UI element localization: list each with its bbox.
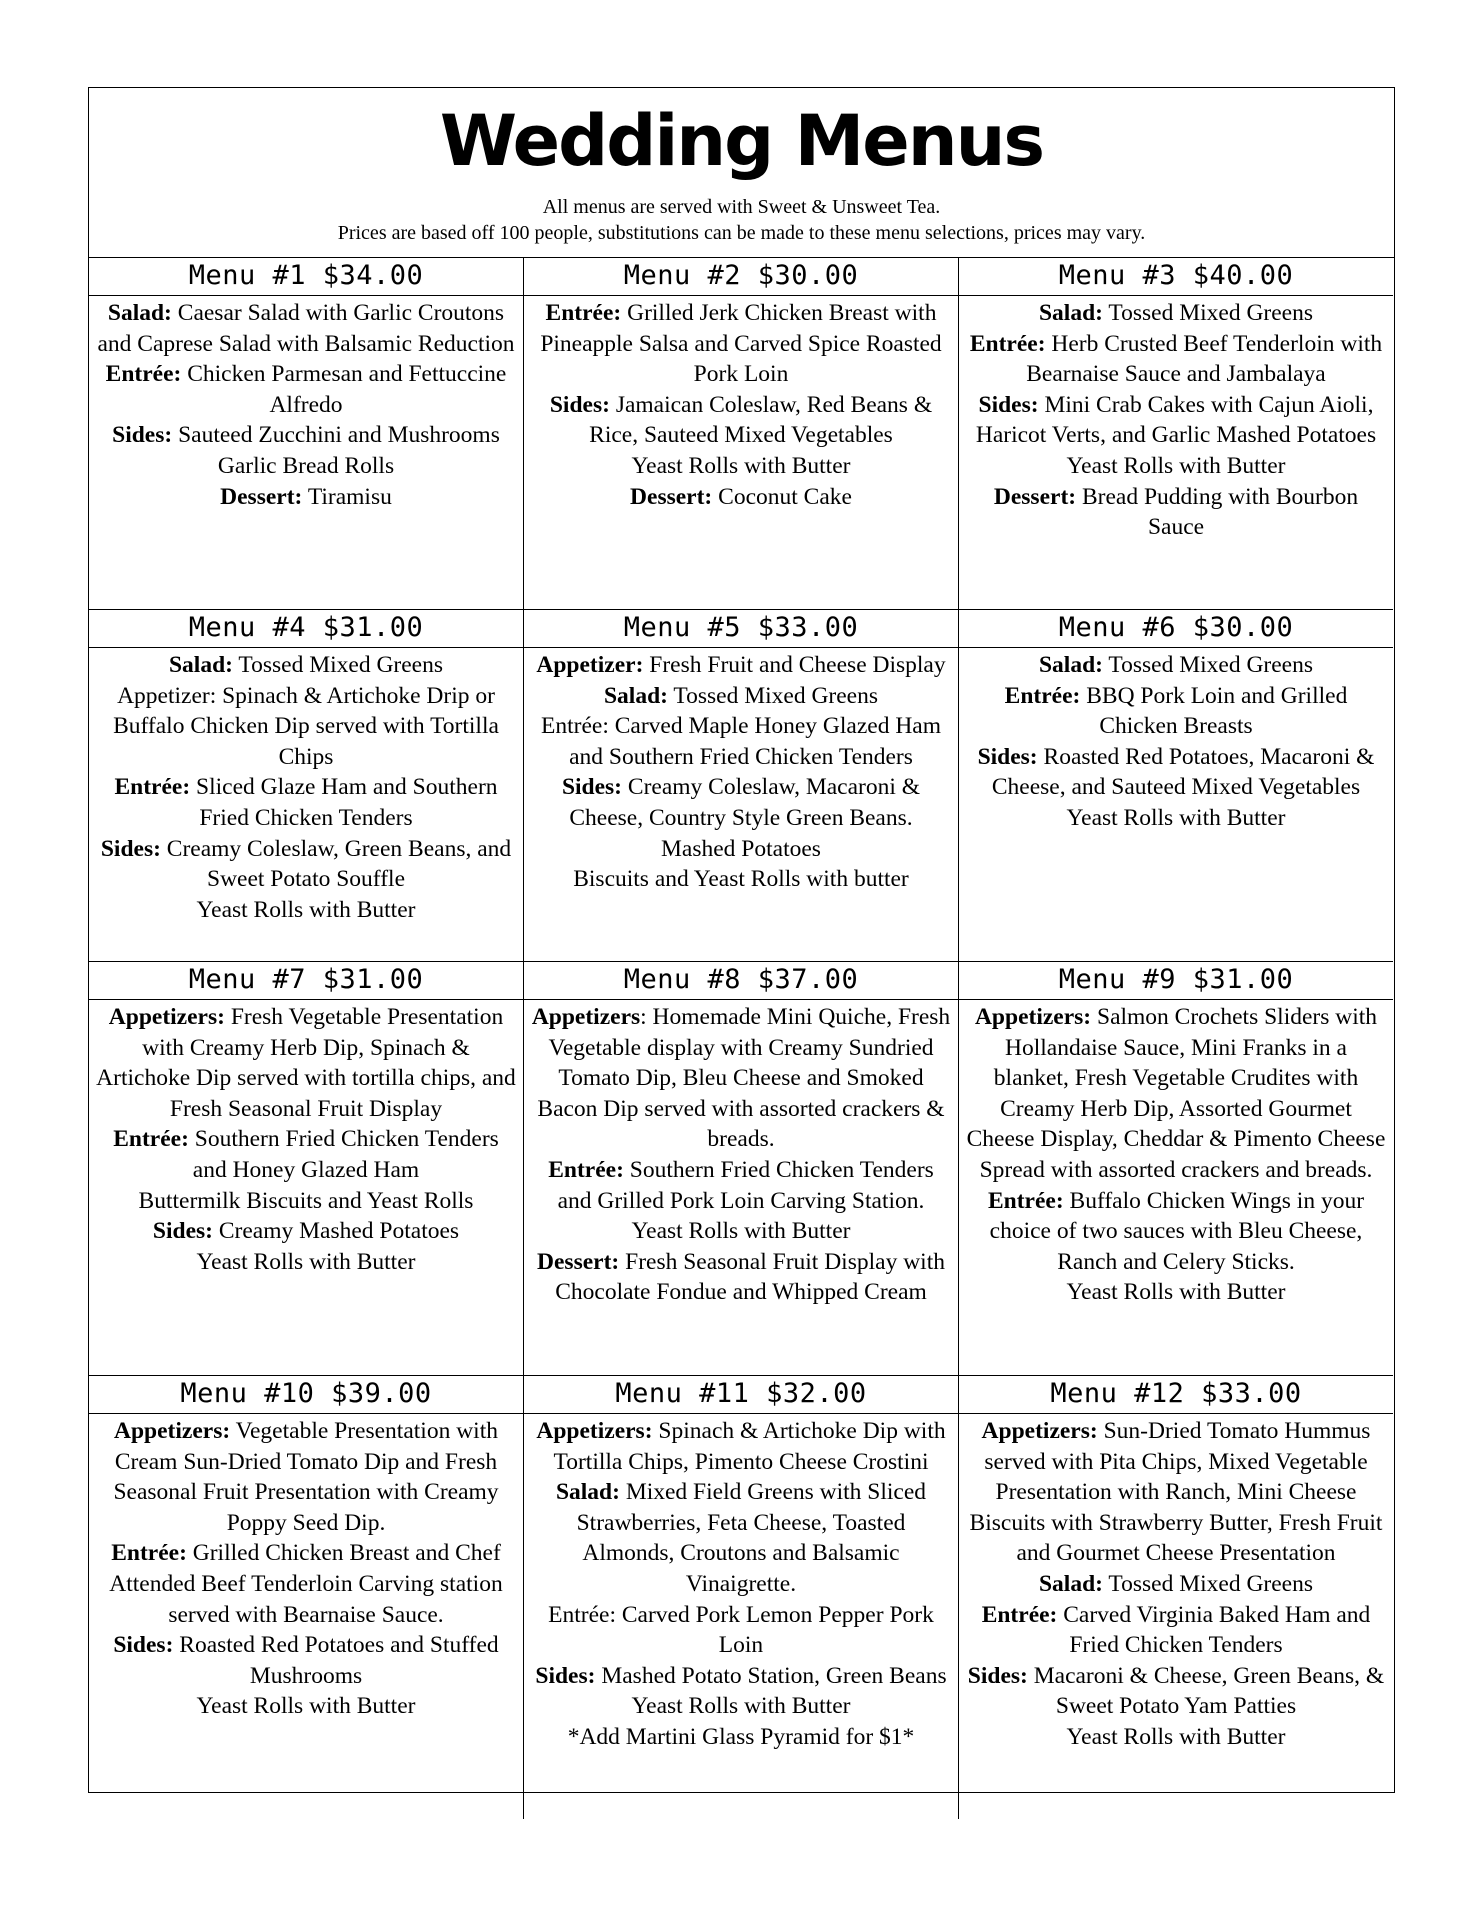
menu-line xyxy=(530,650,952,681)
menu-line xyxy=(530,1477,952,1599)
menu-heading: Menu #7 $31.00 xyxy=(89,962,523,1000)
menu-line xyxy=(530,1002,952,1155)
course-text: Macaroni & Cheese, Green Beans, & Sweet Potato Yam Patties xyxy=(1027,1662,1385,1720)
course-label: Sides: xyxy=(549,391,610,418)
course-label: Entrée: xyxy=(114,774,191,801)
course-label: Salad: xyxy=(555,1479,620,1506)
menu-line xyxy=(965,1722,1387,1753)
course-text: Caesar Salad with Garlic Croutons and Caprese Salad with Balsamic Reduction xyxy=(97,300,515,357)
course-text: Yeast Rolls with Butter xyxy=(631,1218,851,1245)
course-text: Herb Crusted Beef Tenderloin with Bearnaise Sauce and Jambalaya xyxy=(1026,330,1383,388)
course-text: Sliced Glaze Ham and Southern Fried Chicken Tenders xyxy=(190,774,498,831)
menu-card xyxy=(959,962,1393,1376)
course-text: Roasted Red Potatoes, Macaroni & Cheese, and Sauteed Mixed Vegetables xyxy=(991,743,1375,801)
menu-line xyxy=(530,1216,952,1247)
course-text: Garlic Bread Rolls xyxy=(217,452,395,479)
menu-items xyxy=(524,648,958,899)
course-text: Mini Crab Cakes with Cajun Aioli, Haricot Verts, and Garlic Mashed Potatoes xyxy=(975,391,1377,449)
menu-line xyxy=(95,1416,517,1538)
menu-card xyxy=(959,610,1393,962)
menu-line xyxy=(95,1002,517,1124)
course-label: Salad: xyxy=(107,300,172,326)
course-text: Yeast Rolls with Butter xyxy=(196,1693,416,1720)
menu-card xyxy=(89,1376,524,1819)
menu-line xyxy=(965,1661,1387,1722)
course-text: Vegetable Presentation with Cream Sun-Dried Tomato Dip and Fresh Seasonal Fruit Presentation with Creamy Poppy Seed Dip. xyxy=(113,1418,499,1536)
menu-heading: Menu #5 $33.00 xyxy=(524,610,958,648)
menu-line xyxy=(965,1569,1387,1600)
course-text: Creamy Mashed Potatoes xyxy=(213,1218,460,1245)
menu-line xyxy=(530,1247,952,1308)
course-label: Entrée: xyxy=(113,1126,189,1153)
course-text: Entrée: Carved Pork Lemon Pepper Pork Loin xyxy=(548,1601,934,1659)
course-text: Fresh Fruit and Cheese Display xyxy=(643,652,946,678)
menu-line xyxy=(95,681,517,773)
course-text: Carved Virginia Baked Ham and Fried Chicken Tenders xyxy=(1057,1601,1371,1659)
course-text: Mashed Potato Station, Green Beans xyxy=(595,1662,947,1689)
course-text: Creamy Coleslaw, Macaroni & Cheese, Country Style Green Beans. Mashed Potatoes xyxy=(569,774,921,862)
menu-line xyxy=(95,1186,517,1217)
course-text: Salmon Crochets Sliders with Hollandaise Sauce, Mini Franks in a blanket, Fresh Vegetable Crudites with Creamy Herb Dip, Assorted Gourmet Cheese Display, Cheddar & Pimento Cheese Spread with assorted crackers and breads. xyxy=(966,1004,1386,1183)
menu-line xyxy=(530,1691,952,1722)
menu-card xyxy=(89,258,524,610)
menu-items xyxy=(959,1000,1393,1312)
menu-line xyxy=(965,681,1387,742)
course-label: Sides: xyxy=(967,1662,1028,1689)
menu-items xyxy=(959,1414,1393,1757)
course-label: Entrée: xyxy=(545,300,622,326)
course-text: Tossed Mixed Greens xyxy=(1102,300,1314,326)
course-label: Dessert: xyxy=(537,1248,620,1275)
course-text: Sauteed Zucchini and Mushrooms xyxy=(172,422,500,449)
menu-card xyxy=(524,962,959,1376)
course-label: Appetizers: xyxy=(114,1418,231,1444)
course-label: Entrée: xyxy=(105,361,182,388)
course-text: Chicken Parmesan and Fettuccine Alfredo xyxy=(181,361,507,418)
menu-items xyxy=(524,1000,958,1312)
course-label: Appetizers: xyxy=(108,1004,225,1030)
menu-items xyxy=(89,296,523,516)
course-label: Appetizers: xyxy=(536,1418,653,1444)
menu-line xyxy=(95,359,517,420)
menu-line xyxy=(530,864,952,895)
menu-line xyxy=(530,772,952,864)
course-label: Sides: xyxy=(113,1632,174,1659)
menu-line xyxy=(965,390,1387,451)
course-label: Appetizers: xyxy=(974,1004,1092,1030)
menu-items xyxy=(524,1414,958,1757)
menu-heading: Menu #2 $30.00 xyxy=(524,258,958,296)
menu-items xyxy=(89,648,523,929)
course-text: Fresh Seasonal Fruit Display with Chocolate Fondue and Whipped Cream xyxy=(555,1248,945,1306)
course-text: Entrée: Carved Maple Honey Glazed Ham and Southern Fried Chicken Tenders xyxy=(541,713,941,770)
course-label: Dessert: xyxy=(993,483,1077,510)
menu-heading: Menu #11 $32.00 xyxy=(524,1376,958,1414)
course-label: Sides: xyxy=(112,422,173,449)
menu-line xyxy=(530,1722,952,1753)
course-text: Yeast Rolls with Butter xyxy=(1066,452,1286,479)
menu-heading: Menu #4 $31.00 xyxy=(89,610,523,648)
course-text: Tossed Mixed Greens xyxy=(232,652,444,678)
course-label: Salad: xyxy=(603,682,668,709)
course-label: Dessert: xyxy=(220,483,303,510)
course-text: Buttermilk Biscuits and Yeast Rolls xyxy=(138,1187,474,1214)
menu-line xyxy=(965,298,1387,329)
course-text: Jamaican Coleslaw, Red Beans & Rice, Sauteed Mixed Vegetables xyxy=(589,391,933,449)
menu-line xyxy=(965,803,1387,834)
course-text: Yeast Rolls with Butter xyxy=(196,896,416,923)
menu-line xyxy=(95,834,517,895)
menu-line xyxy=(95,298,517,359)
menu-line xyxy=(95,420,517,451)
course-text: Grilled Jerk Chicken Breast with Pineapple Salsa and Carved Spice Roasted Pork Loin xyxy=(540,300,942,388)
course-label: Appetizers: xyxy=(981,1418,1098,1444)
course-label: Entrée: xyxy=(1004,682,1081,709)
course-label: Dessert: xyxy=(630,483,713,510)
menu-items xyxy=(959,648,1393,838)
menu-line xyxy=(530,390,952,451)
menu-card xyxy=(524,1376,959,1819)
course-text: Mixed Field Greens with Sliced Strawberries, Feta Cheese, Toasted Almonds, Croutons and Balsamic Vinaigrette. xyxy=(576,1479,927,1597)
menu-line xyxy=(530,711,952,772)
course-label: Sides: xyxy=(100,835,161,862)
course-text: Grilled Chicken Breast and Chef Attended Beef Tenderloin Carving station served with Bearnaise Sauce. xyxy=(109,1540,503,1628)
course-text: Yeast Rolls with Butter xyxy=(1066,1279,1286,1306)
course-label: Appetizers xyxy=(531,1004,641,1030)
course-label: Sides: xyxy=(561,774,623,801)
menu-line xyxy=(530,1155,952,1216)
menu-heading: Menu #9 $31.00 xyxy=(959,962,1393,1000)
course-text: Spinach & Artichoke Dip with Tortilla Chips, Pimento Cheese Crostini xyxy=(553,1418,946,1475)
course-text: Buffalo Chicken Wings in your choice of two sauces with Bleu Cheese, Ranch and Celery Sticks. xyxy=(989,1187,1365,1275)
course-text: : Homemade Mini Quiche, Fresh Vegetable display with Creamy Sundried Tomato Dip, Bleu Cheese and Smoked Bacon Dip served with assorted crackers & breads. xyxy=(537,1004,951,1153)
course-label: Salad: xyxy=(1038,652,1103,678)
menu-heading: Menu #3 $40.00 xyxy=(959,258,1393,296)
course-label: Salad: xyxy=(1038,1570,1103,1597)
page-title: Wedding Menus xyxy=(439,100,1044,182)
course-text: *Add Martini Glass Pyramid for $1* xyxy=(567,1723,915,1750)
course-text: Creamy Coleslaw, Green Beans, and Sweet Potato Souffle xyxy=(160,835,512,893)
menu-card xyxy=(89,962,524,1376)
course-label: Salad: xyxy=(1038,300,1103,326)
course-text: Yeast Rolls with Butter xyxy=(196,1248,416,1275)
course-text: Tossed Mixed Greens xyxy=(667,682,879,709)
course-label: Entrée: xyxy=(111,1540,187,1567)
menu-heading: Menu #12 $33.00 xyxy=(959,1376,1393,1414)
menu-line xyxy=(530,681,952,712)
course-text: Southern Fried Chicken Tenders and Honey Glazed Ham xyxy=(188,1126,499,1183)
menu-line xyxy=(530,451,952,482)
course-label: Entrée: xyxy=(969,330,1046,357)
menu-line xyxy=(95,482,517,513)
menu-items xyxy=(524,296,958,516)
menu-card xyxy=(959,1376,1393,1819)
menu-items xyxy=(89,1414,523,1726)
course-text: Coconut Cake xyxy=(712,483,852,510)
menu-grid xyxy=(89,258,1394,1819)
menu-line xyxy=(965,451,1387,482)
menu-card xyxy=(524,610,959,962)
menu-line xyxy=(965,1277,1387,1308)
menu-line xyxy=(965,329,1387,390)
course-text: Sun-Dried Tomato Hummus served with Pita Chips, Mixed Vegetable Presentation with Ranch, Mini Cheese Biscuits with Strawberry Butter, Fresh Fruit and Gourmet Cheese Presentation xyxy=(969,1418,1383,1567)
menu-line xyxy=(95,1247,517,1278)
menu-line xyxy=(530,298,952,390)
course-text: Biscuits and Yeast Rolls with butter xyxy=(573,866,909,893)
menu-line xyxy=(95,451,517,482)
course-text: Yeast Rolls with Butter xyxy=(631,1693,851,1720)
menu-card xyxy=(959,258,1393,610)
menu-line xyxy=(965,650,1387,681)
course-label: Sides: xyxy=(152,1218,213,1245)
course-text: Appetizer: Spinach & Artichoke Drip or Buffalo Chicken Dip served with Tortilla Chips xyxy=(113,682,499,770)
menu-line xyxy=(965,1600,1387,1661)
menu-line xyxy=(95,1630,517,1691)
menu-line xyxy=(530,1600,952,1661)
menu-items xyxy=(959,296,1393,547)
course-label: Sides: xyxy=(978,391,1039,418)
course-text: Bread Pudding with Bourbon Sauce xyxy=(1076,483,1359,541)
course-text: Yeast Rolls with Butter xyxy=(1066,804,1286,831)
menu-heading: Menu #1 $34.00 xyxy=(89,258,523,296)
course-text: Yeast Rolls with Butter xyxy=(1066,1723,1286,1750)
course-text: Tiramisu xyxy=(302,483,392,510)
menu-card xyxy=(524,258,959,610)
course-label: Entrée: xyxy=(548,1156,624,1183)
menu-line xyxy=(965,1002,1387,1186)
course-label: Sides: xyxy=(977,743,1038,770)
course-text: Fresh Vegetable Presentation with Creamy Herb Dip, Spinach & Artichoke Dip served with tortilla chips, and Fresh Seasonal Fruit Display xyxy=(96,1004,516,1122)
menu-line xyxy=(95,650,517,681)
menu-line xyxy=(965,742,1387,803)
course-label: Appetizer: xyxy=(536,652,644,678)
menu-line xyxy=(965,1416,1387,1569)
course-text: Southern Fried Chicken Tenders and Grilled Pork Loin Carving Station. xyxy=(557,1156,934,1214)
menu-items xyxy=(89,1000,523,1281)
header xyxy=(89,88,1394,258)
course-text: Yeast Rolls with Butter xyxy=(631,452,851,479)
menu-line xyxy=(95,772,517,833)
course-label: Entrée: xyxy=(987,1187,1064,1214)
pricing-note: Prices are based off 100 people, substitutions can be made to these menu selections, prices may vary. xyxy=(337,222,1146,244)
menu-heading: Menu #8 $37.00 xyxy=(524,962,958,1000)
tea-note: All menus are served with Sweet & Unsweet Tea. xyxy=(542,196,941,218)
menu-line xyxy=(95,1691,517,1722)
course-text: Tossed Mixed Greens xyxy=(1102,652,1314,678)
menu-line xyxy=(530,1661,952,1692)
menu-line xyxy=(95,1124,517,1185)
menu-line xyxy=(95,895,517,926)
menu-card xyxy=(89,610,524,962)
menu-line xyxy=(965,482,1387,543)
course-label: Salad: xyxy=(168,652,233,678)
menu-line xyxy=(530,482,952,513)
menu-heading: Menu #6 $30.00 xyxy=(959,610,1393,648)
menu-sheet xyxy=(88,87,1395,1793)
course-label: Entrée: xyxy=(981,1601,1058,1628)
course-label: Sides: xyxy=(535,1662,596,1689)
menu-line xyxy=(965,1186,1387,1278)
menu-line xyxy=(95,1216,517,1247)
menu-line xyxy=(95,1538,517,1630)
menu-heading: Menu #10 $39.00 xyxy=(89,1376,523,1414)
course-text: BBQ Pork Loin and Grilled Chicken Breasts xyxy=(1080,682,1348,740)
course-text: Roasted Red Potatoes and Stuffed Mushrooms xyxy=(173,1632,499,1689)
menu-line xyxy=(530,1416,952,1477)
course-text: Tossed Mixed Greens xyxy=(1102,1570,1314,1597)
